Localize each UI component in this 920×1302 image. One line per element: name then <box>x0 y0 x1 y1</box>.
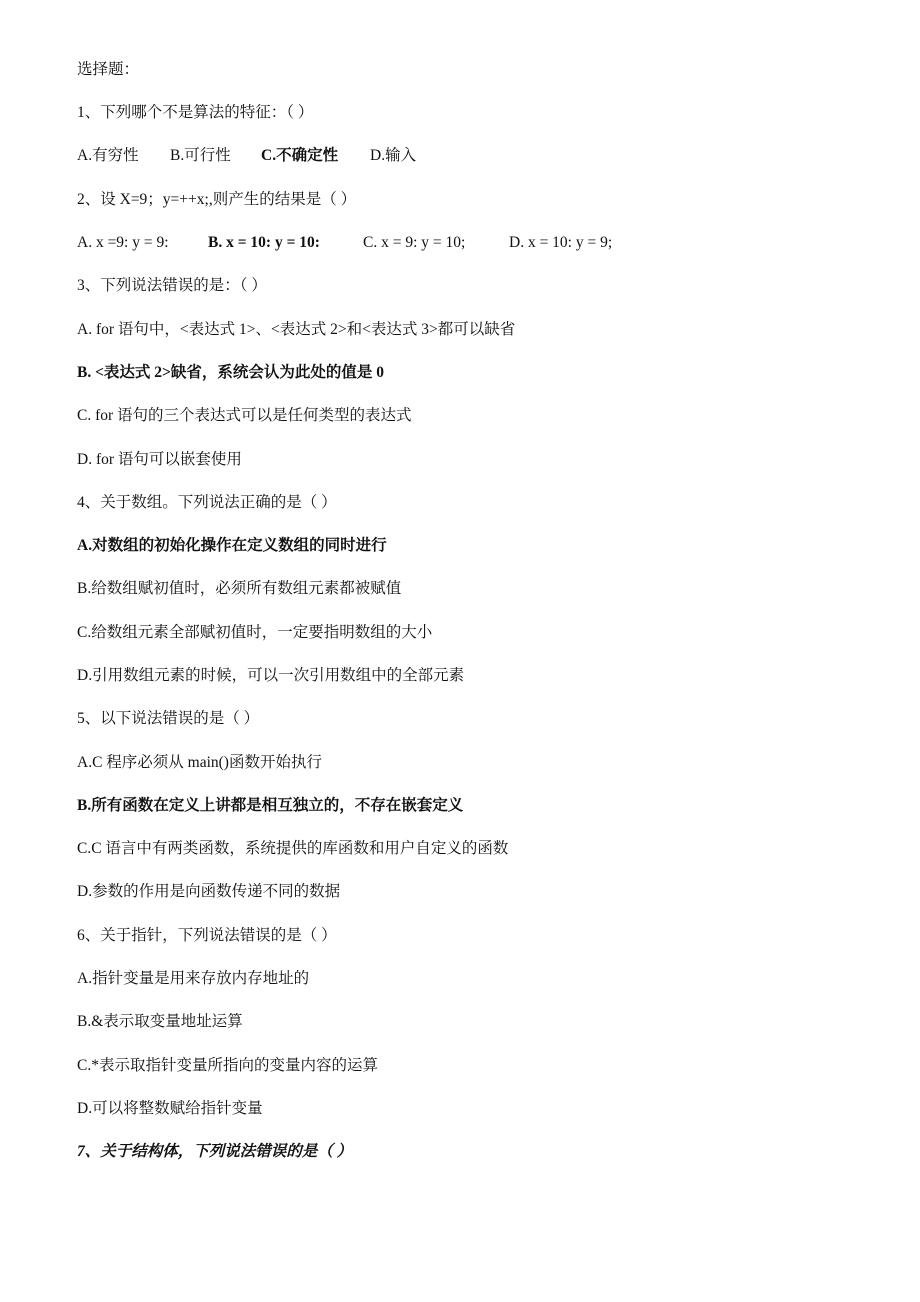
question-1-options <box>77 146 777 166</box>
question-3: 3、下列说法错误的是：（ ） <box>77 277 267 294</box>
question-6: 6、关于指针，下列说法错误的是（ ） <box>77 927 337 944</box>
q1-option-b: B.可行性 <box>170 147 231 164</box>
question-4: 4、关于数组。下列说法正确的是（ ） <box>77 494 337 511</box>
section-heading: 选择题： <box>77 61 140 78</box>
q6-option-b: B.&表示取变量地址运算 <box>77 1013 243 1030</box>
question-7: 7、关于结构体，下列说法错误的是（ ） <box>77 1143 353 1160</box>
q6-option-c: C.*表示取指针变量所指向的变量内容的运算 <box>77 1057 378 1074</box>
q6-option-d: D.可以将整数赋给指针变量 <box>77 1100 263 1117</box>
question-5: 5、以下说法错误的是（ ） <box>77 710 260 727</box>
q4-option-d: D.引用数组元素的时候，可以一次引用数组中的全部元素 <box>77 667 465 684</box>
q6-option-a: A.指针变量是用来存放内存地址的 <box>77 970 310 987</box>
q5-option-b-answer: B.所有函数在定义上讲都是相互独立的，不存在嵌套定义 <box>77 797 464 814</box>
q2-option-d: D. x = 10: y = 9; <box>509 234 613 251</box>
question-2: 2、设 X=9；y=++x;,则产生的结果是（ ） <box>77 191 357 208</box>
q2-option-c: C. x = 9: y = 10; <box>363 234 466 251</box>
question-2-options <box>77 233 777 253</box>
q1-option-a: A.有穷性 <box>77 147 139 164</box>
q3-option-a: A. for 语句中，<表达式 1>、<表达式 2>和<表达式 3>都可以缺省 <box>77 321 516 338</box>
q2-option-b-answer: B. x = 10: y = 10: <box>208 234 320 251</box>
q4-option-a-answer: A.对数组的初始化操作在定义数组的同时进行 <box>77 537 387 554</box>
q4-option-c: C.给数组元素全部赋初值时，一定要指明数组的大小 <box>77 624 433 641</box>
q2-option-a: A. x =9: y = 9: <box>77 234 169 251</box>
q3-option-d: D. for 语句可以嵌套使用 <box>77 451 242 468</box>
q5-option-c: C.C 语言中有两类函数，系统提供的库函数和用户自定义的函数 <box>77 840 509 857</box>
q5-option-a: A.C 程序必须从 main()函数开始执行 <box>77 754 322 771</box>
q1-option-d: D.输入 <box>370 147 417 164</box>
q4-option-b: B.给数组赋初值时，必须所有数组元素都被赋值 <box>77 580 402 597</box>
q3-option-b-answer: B. <表达式 2>缺省，系统会认为此处的值是 0 <box>77 364 385 381</box>
question-1: 1、下列哪个不是算法的特征：（ ） <box>77 104 314 121</box>
q5-option-d: D.参数的作用是向函数传递不同的数据 <box>77 883 341 900</box>
q3-option-c: C. for 语句的三个表达式可以是任何类型的表达式 <box>77 407 412 424</box>
q1-option-c-answer: C.不确定性 <box>261 147 339 164</box>
